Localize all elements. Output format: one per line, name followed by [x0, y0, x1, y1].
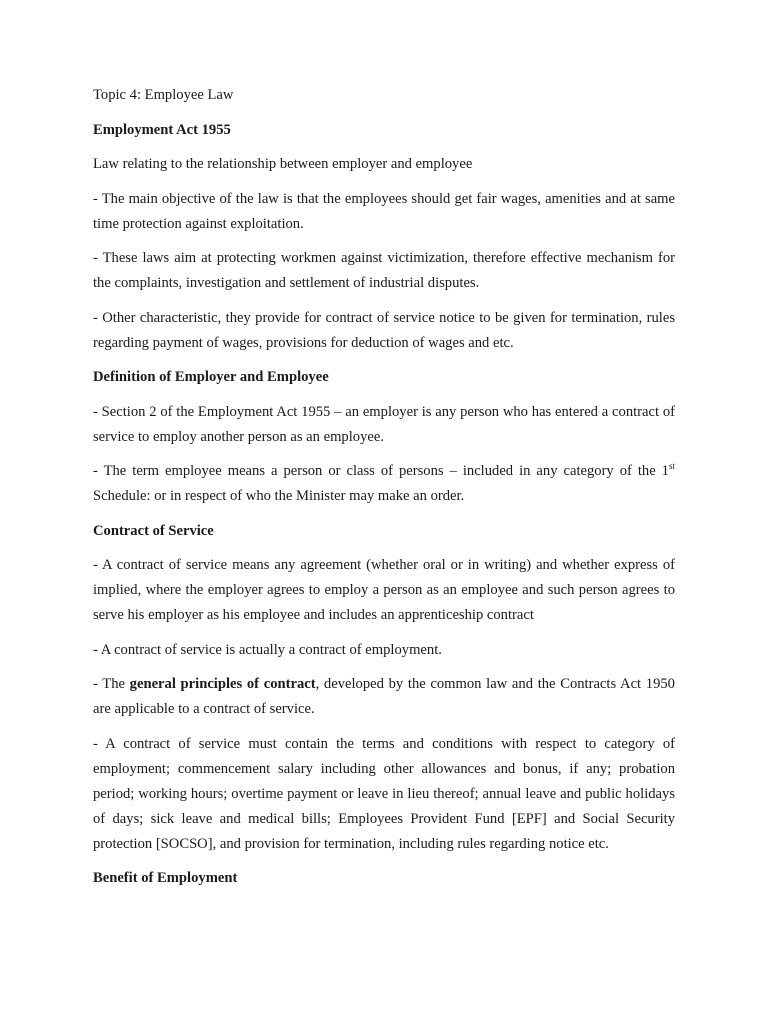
topic-title: Topic 4: Employee Law — [93, 87, 234, 103]
paragraph-contract-meaning: - A contract of service means any agreement (whether oral or in writing) and whether express of implied, where the employer agrees to employ a person as an employee and such person agrees to serve his employer as his employee and includes an apprenticeship contract — [93, 557, 675, 623]
heading-contract-of-service: Contract of Service — [93, 522, 214, 539]
term-employee-superscript: st — [668, 461, 675, 472]
principles-bold-text: general principles of contract — [129, 676, 316, 692]
document-body — [93, 83, 675, 901]
paragraph-general-principles — [93, 672, 675, 722]
paragraph-section-2: - Section 2 of the Employment Act 1955 – an employer is any person who has entered a contract of service to employ another person as an employee. — [93, 403, 675, 445]
intro-paragraph: Law relating to the relationship between employer and employee — [93, 156, 473, 172]
term-employee-text-after: Schedule: or in respect of who the Minister may make an order. — [93, 488, 465, 504]
paragraph-contract-terms: - A contract of service must contain the terms and conditions with respect to category of employment; commencement salary including other allowances and bonus, if any; probation period; working hours; overtime payment or leave in lieu thereof; annual leave and public holidays of days; sick leave and medical bills; Employees Provident Fund [EPF] and Social Security protection [SOCSO], and provision for termination, including rules regarding notice etc. — [93, 735, 675, 852]
term-employee-text-before: - The term employee means a person or class of persons – included in any category of the 1 — [93, 463, 669, 479]
paragraph-objective: - The main objective of the law is that the employees should get fair wages, amenities and at same time protection against exploitation. — [93, 190, 675, 232]
heading-benefit: Benefit of Employment — [93, 870, 238, 886]
heading-definition: Definition of Employer and Employee — [93, 369, 329, 385]
heading-employment-act: Employment Act 1955 — [93, 121, 231, 138]
principles-text-before: - The — [93, 676, 130, 692]
paragraph-term-employee — [93, 459, 675, 509]
paragraph-protection: - These laws aim at protecting workmen against victimization, therefore effective mechanism for the complaints, investigation and settlement of industrial disputes. — [93, 250, 675, 291]
paragraph-contract-actual: - A contract of service is actually a contract of employment. — [93, 641, 442, 658]
principles-text-after: , developed by the common law and the Contracts Act 1950 are applicable to a contract of service. — [93, 676, 675, 717]
paragraph-characteristic: - Other characteristic, they provide for contract of service notice to be given for termination, rules regarding payment of wages, provisions for deduction of wages and etc. — [93, 309, 675, 351]
